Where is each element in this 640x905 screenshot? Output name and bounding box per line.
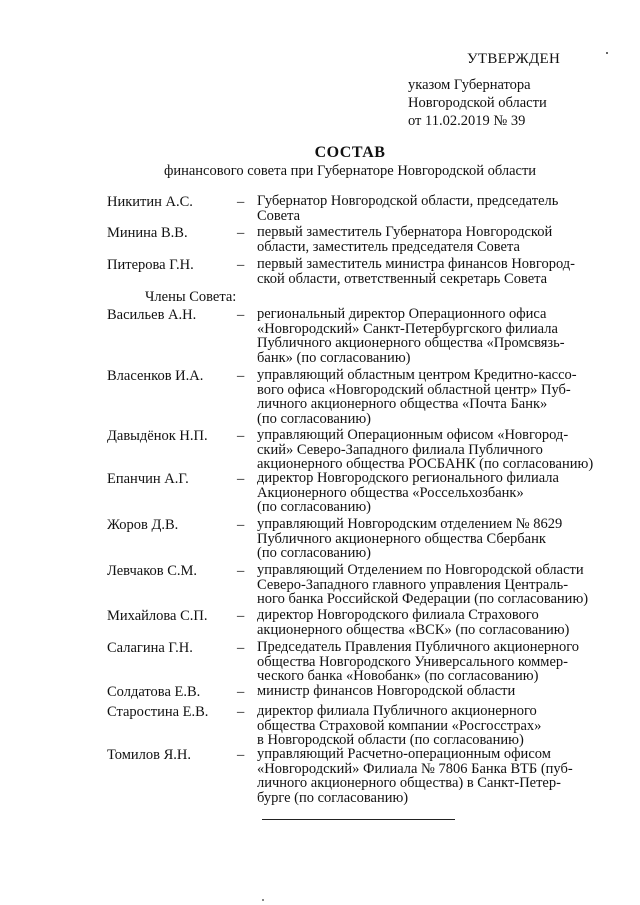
separator-dash: – [237,307,245,323]
separator-dash: – [237,225,245,241]
role-line: «Новгородский» Санкт-Петербургского филиала [257,320,558,337]
role-line: управляющий областным центром Кредитно-кассо- [257,367,577,383]
member-role [257,307,602,365]
member-name: Солдатова Е.В. [107,684,201,700]
separator-dash: – [237,368,245,384]
role-line: (по согласованию) [257,499,371,516]
member-name: Жоров Д.В. [107,517,179,533]
role-line: ский» Северо-Западного филиала Публичного [257,441,543,458]
role-line: бурге (по согласованию) [257,789,409,806]
member-role [257,368,602,426]
scan-speck [606,52,608,54]
member-role [257,225,602,254]
member-name: Минина В.В. [107,225,188,241]
role-line: ного банка Российской Федерации (по согласованию) [257,591,589,608]
separator-dash: – [237,471,245,487]
scan-speck [262,899,264,901]
role-line: в Новгородской области (по согласованию) [257,732,524,749]
role-line: общества Страховой компании «Росгосстрах» [257,717,542,734]
role-line: директор филиала Публичного акционерного [257,703,537,719]
role-line: личного акционерного общества) в Санкт-Петер- [257,775,561,792]
role-line: управляющий Операционным офисом «Новгород- [257,427,569,443]
separator-dash: – [237,428,245,444]
role-line: управляющий Расчетно-операционным офисом [257,746,551,762]
role-line: Публичного акционерного общества Сбербанк [257,530,546,547]
decree-line-1: указом Губернатора [408,77,531,93]
role-line: Акционерного общества «Россельхозбанк» [257,484,524,501]
role-line: директор Новгородского регионального филиала [257,470,559,486]
separator-dash: – [237,194,245,210]
separator-dash: – [237,640,245,656]
approval-stamp-title: УТВЕРЖДЕН [467,51,561,67]
role-line: ческого банка «Новобанк» (по согласованию) [257,668,539,685]
member-role [257,747,602,805]
member-name: Томилов Я.Н. [107,747,192,763]
role-line: акционерного общества РОСБАНК (по согласованию) [257,456,594,473]
role-line: первый заместитель министра финансов Новгород- [257,256,576,272]
document-title: СОСТАВ [314,144,386,161]
member-name: Салагина Г.Н. [107,640,193,656]
separator-dash: – [237,684,245,700]
separator-dash: – [237,517,245,533]
document-subtitle: финансового совета при Губернаторе Новгородской области [163,163,537,179]
role-line: директор Новгородского филиала Страхового [257,607,539,623]
role-line: ской области, ответственный секретарь Совета [257,270,548,287]
member-role [257,563,602,607]
role-line: (по согласованию) [257,410,371,427]
role-line: региональный директор Операционного офиса [257,306,547,322]
role-line: (по согласованию) [257,545,371,562]
member-name: Никитин А.С. [107,194,193,210]
separator-dash: – [237,563,245,579]
decree-line-2: Новгородской области [408,95,547,111]
member-role [257,640,602,684]
role-line: банк» (по согласованию) [257,349,411,366]
member-name: Епанчин А.Г. [107,471,189,487]
role-line: акционерного общества «ВСК» (по согласованию) [257,621,570,638]
role-line: вого офиса «Новгородский областной центр» Пуб- [257,381,571,398]
separator-dash: – [237,704,245,720]
role-line: Совета [257,207,301,224]
role-line: личного акционерного общества «Почта Банк» [257,396,548,413]
decree-date-number: от 11.02.2019 № 39 [408,113,526,129]
member-name: Михайлова С.П. [107,608,208,624]
role-line: Публичного акционерного общества «Промсвязь- [257,335,565,352]
role-line: министр финансов Новгородской области [257,683,516,699]
member-name: Старостина Е.В. [107,704,209,720]
role-line: первый заместитель Губернатора Новгородской [257,224,553,240]
member-role [257,608,602,637]
role-line: управляющий Отделением по Новгородской области [257,562,584,578]
member-name: Давыдёнок Н.П. [107,428,208,444]
member-role [257,428,602,472]
separator-dash: – [237,608,245,624]
role-line: области, заместитель председателя Совета [257,238,520,255]
member-role [257,471,602,515]
member-role [257,517,602,561]
role-line: управляющий Новгородским отделением № 8629 [257,516,563,532]
separator-dash: – [237,257,245,273]
role-line: Северо-Западного главного управления Централь- [257,576,569,593]
member-role [257,684,602,699]
member-role [257,257,602,286]
member-name: Питерова Г.Н. [107,257,194,273]
member-role [257,704,602,748]
role-line: Губернатор Новгородской области, председатель [257,193,559,209]
role-line: общества Новгородского Универсального коммер- [257,653,568,670]
member-role [257,194,602,223]
member-name: Власенков И.А. [107,368,204,384]
role-line: «Новгородский» Филиала № 7806 Банка ВТБ (пуб- [257,760,573,777]
member-name: Васильев А.Н. [107,307,197,323]
role-line: Председатель Правления Публичного акционерного [257,639,580,655]
separator-dash: – [237,747,245,763]
member-name: Левчаков С.М. [107,563,198,579]
members-heading: Члены Совета: [145,289,237,305]
end-of-list-rule [262,819,455,820]
